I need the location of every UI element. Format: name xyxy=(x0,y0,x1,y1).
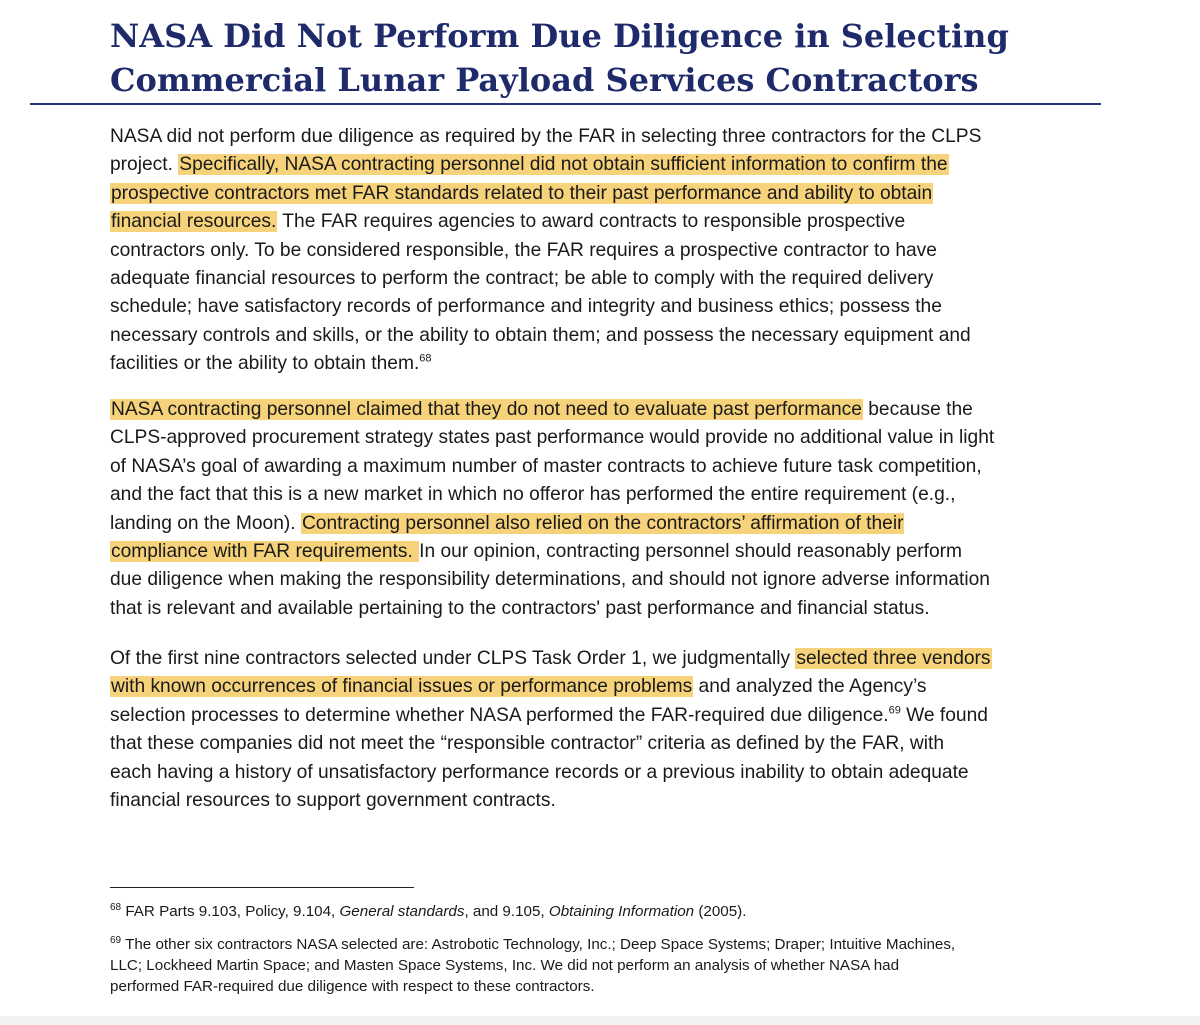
text-span: NASA did not perform due diligence as required by the FAR in selecting three contractors for the CLPS xyxy=(110,126,982,147)
text-line xyxy=(110,787,1100,815)
text-span: , and 9.105, xyxy=(464,903,549,920)
title-line-1: NASA Did Not Perform Due Diligence in Selecting xyxy=(110,17,1009,55)
footnote-ref: 68 xyxy=(110,901,122,913)
text-line xyxy=(110,934,1100,955)
footnote-68 xyxy=(110,901,1100,922)
text-line xyxy=(110,645,1100,673)
text-span: due diligence when making the responsibility determinations, and should not ignore adverse information xyxy=(110,569,990,591)
text-span: schedule; have satisfactory records of performance and integrity and business ethics; possess the xyxy=(110,296,942,318)
paragraph-3 xyxy=(110,645,1100,815)
text-line xyxy=(110,151,1100,179)
text-span: contractors only. To be considered responsible, the FAR requires a prospective contractor to have xyxy=(110,239,937,261)
footnote-ref: 69 xyxy=(888,704,901,717)
text-line xyxy=(110,901,1100,922)
highlighted-text: selected three vendors xyxy=(796,648,991,669)
text-span: project. xyxy=(110,154,179,176)
text-span: landing on the Moon). xyxy=(110,512,301,534)
text-span: LLC; Lockheed Martin Space; and Masten Space Systems, Inc. We did not perform an analysis of whether NASA had xyxy=(110,957,900,974)
highlighted-text: financial resources. xyxy=(111,211,277,233)
text-line xyxy=(110,976,1100,997)
text-span: selection processes to determine whether NASA performed the FAR-required due diligence. xyxy=(110,704,889,726)
highlighted-text: Contracting personnel also relied on the contractors’ affirmation of their xyxy=(301,512,904,534)
highlighted-text: prospective contractors met FAR standards related to their past performance and ability to obtain xyxy=(111,182,933,204)
text-line xyxy=(110,538,1100,566)
text-span: General standards xyxy=(339,903,465,920)
text-line xyxy=(110,759,1100,787)
page-bottom-edge xyxy=(0,1016,1200,1025)
text-span: because the xyxy=(862,399,973,420)
text-span: financial resources to support government contracts. xyxy=(110,790,556,812)
text-span: that is relevant and available pertaining to the contractors' past performance and financial status. xyxy=(110,597,930,619)
text-line xyxy=(110,702,1100,730)
text-line xyxy=(110,453,1100,481)
text-span: Obtaining Information xyxy=(548,903,695,920)
text-span: In our opinion, contracting personnel should reasonably perform xyxy=(419,541,963,563)
text-line xyxy=(110,424,1100,452)
text-span: necessary controls and skills, or the ability to obtain them; and possess the necessary equipment and xyxy=(110,324,971,346)
text-line xyxy=(110,396,1100,424)
text-line xyxy=(110,730,1100,758)
title-rule xyxy=(30,103,1101,105)
text-span: facilities or the ability to obtain them. xyxy=(110,353,420,375)
text-line xyxy=(110,237,1100,265)
text-line xyxy=(110,566,1100,594)
title-line-2: Commercial Lunar Payload Services Contractors xyxy=(110,61,979,99)
text-span: and the fact that this is a new market in which no offeror has performed the entire requirement (e.g., xyxy=(110,484,956,506)
footnote-rule xyxy=(110,887,414,888)
text-span: adequate financial resources to perform the contract; be able to comply with the required delivery xyxy=(110,268,934,290)
paragraph-1 xyxy=(110,123,1100,379)
text-line xyxy=(110,481,1100,509)
highlighted-text: NASA contracting personnel claimed that they do not need to evaluate past performance xyxy=(111,399,862,420)
highlighted-text: Specifically, NASA contracting personnel did not obtain sufficient information to confirm the xyxy=(179,154,948,176)
text-span: performed FAR-required due diligence with respect to these contractors. xyxy=(110,978,595,995)
text-line xyxy=(110,510,1100,538)
text-line xyxy=(110,322,1100,350)
text-line xyxy=(110,293,1100,321)
text-span: that these companies did not meet the “responsible contractor” criteria as defined by the FAR, with xyxy=(110,733,945,755)
highlighted-text: with known occurrences of financial issues or performance problems xyxy=(111,676,693,698)
text-line xyxy=(110,208,1100,236)
text-span: The other six contractors NASA selected are: Astrobotic Technology, Inc.; Deep Space Systems; Draper; Intuitive Machines, xyxy=(121,936,956,953)
text-line xyxy=(110,265,1100,293)
footnote-ref: 69 xyxy=(110,934,122,946)
text-span: We found xyxy=(900,704,988,726)
paragraph-2 xyxy=(110,396,1100,623)
footnote-69 xyxy=(110,934,1100,997)
text-line xyxy=(110,955,1100,976)
text-span: of NASA’s goal of awarding a maximum number of master contracts to achieve future task competition, xyxy=(110,455,982,477)
text-line xyxy=(110,180,1100,208)
text-line xyxy=(110,595,1100,623)
page-title xyxy=(110,14,1110,102)
text-span: and analyzed the Agency’s xyxy=(693,676,927,698)
footnote-ref: 68 xyxy=(419,352,432,365)
text-line xyxy=(110,123,1100,151)
text-line xyxy=(110,350,1100,378)
text-span: each having a history of unsatisfactory performance records or a previous inability to obtain adequate xyxy=(110,761,969,783)
text-span: (2005). xyxy=(694,903,747,920)
text-line xyxy=(110,673,1100,701)
text-span: FAR Parts 9.103, Policy, 9.104, xyxy=(121,903,340,920)
text-span: The FAR requires agencies to award contracts to responsible prospective xyxy=(277,211,906,233)
text-span: CLPS-approved procurement strategy states past performance would provide no additional value in light xyxy=(110,427,995,449)
highlighted-text: compliance with FAR requirements. xyxy=(111,541,419,563)
text-span: Of the first nine contractors selected under CLPS Task Order 1, we judgmentally xyxy=(110,648,796,669)
